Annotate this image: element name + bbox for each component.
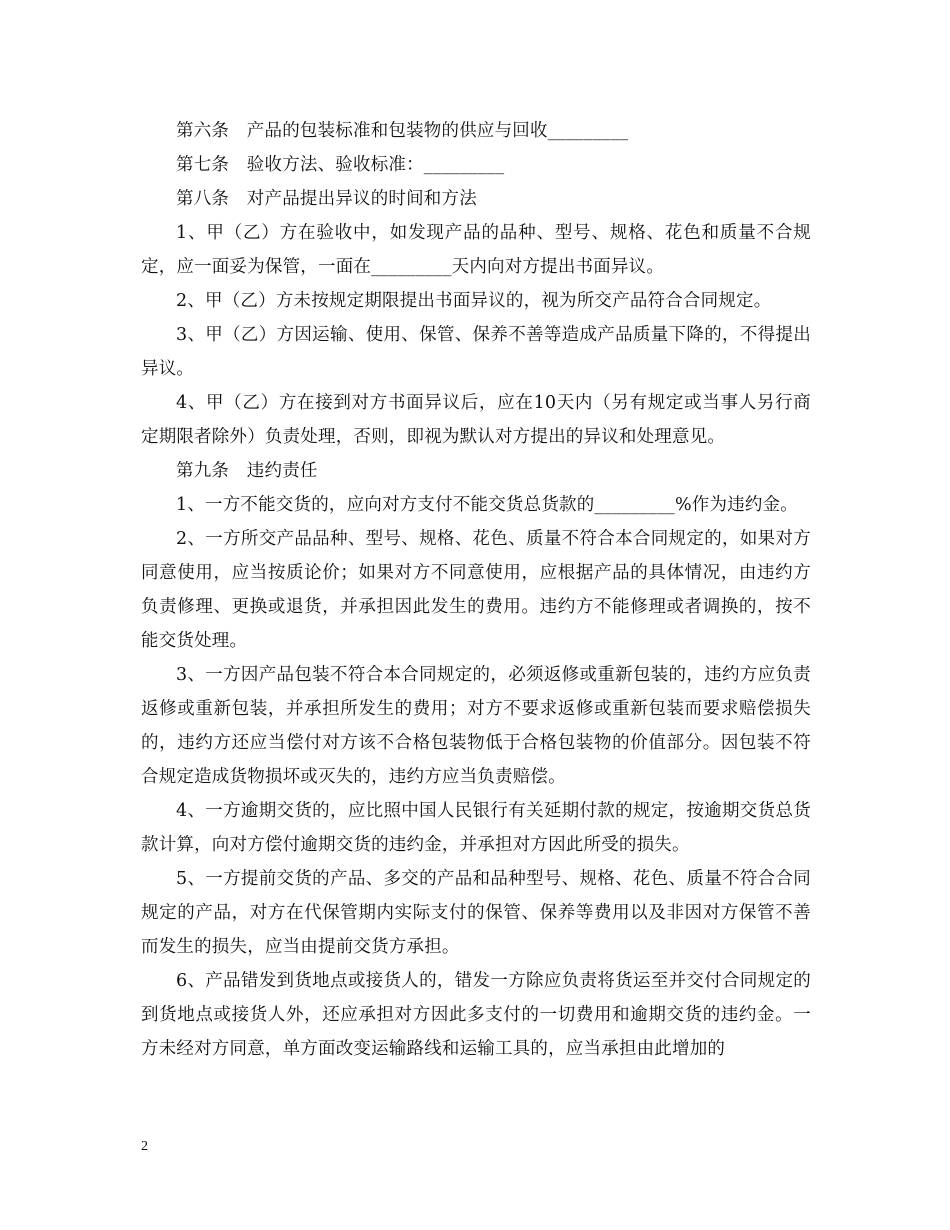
page-number: 2 — [141, 1139, 148, 1154]
document-body — [141, 114, 811, 1066]
article-6-heading: 第六条 产品的包装标准和包装物的供应与回收_________ — [176, 121, 629, 141]
article-8-clause-1: 1、甲（乙）方在验收中，如发现产品的品种、型号、规格、花色和质量不合规定，应一面妥为保管，一面在_________天内向对方提出书面异议。 — [141, 223, 811, 277]
article-9-clause-3: 3、一方因产品包装不符合本合同规定的，必须返修或重新包装的，违约方应负责返修或重新包装，并承担所发生的费用；对方不要求返修或重新包装而要求赔偿损失的，违约方还应当偿付对方该不合格包装物低于合格包装物的价值部分。因包装不符合规定造成货物损坏或灭失的，违约方应当负责赔偿。 — [141, 665, 811, 787]
article-8-clause-2: 2、甲（乙）方未按规定期限提出书面异议的，视为所交产品符合合同规定。 — [176, 291, 772, 311]
article-8-clause-4: 4、甲（乙）方在接到对方书面异议后，应在10天内（另有规定或当事人另行商定期限者除外）负责处理，否则，即视为默认对方提出的异议和处理意见。 — [141, 393, 811, 447]
article-9-clause-2: 2、一方所交产品品种、型号、规格、花色、质量不符合本合同规定的，如果对方同意使用，应当按质论价；如果对方不同意使用，应根据产品的具体情况，由违约方负责修理、更换或退货，并承担因此发生的费用。违约方不能修理或者调换的，按不能交货处理。 — [141, 529, 811, 651]
article-9-clause-5: 5、一方提前交货的产品、多交的产品和品种型号、规格、花色、质量不符合合同规定的产品，对方在代保管期内实际支付的保管、保养等费用以及非因对方保管不善而发生的损失，应当由提前交货方承担。 — [141, 869, 811, 957]
article-7-heading: 第七条 验收方法、验收标准：_________ — [176, 155, 505, 175]
article-9-heading: 第九条 违约责任 — [176, 461, 318, 481]
article-9-clause-4: 4、一方逾期交货的，应比照中国人民银行有关延期付款的规定，按逾期交货总货款计算，向对方偿付逾期交货的违约金，并承担对方因此所受的损失。 — [141, 801, 811, 855]
article-8-heading: 第八条 对产品提出异议的时间和方法 — [176, 189, 477, 209]
article-9-clause-1: 1、一方不能交货的，应向对方支付不能交货总货款的_________%作为违约金。 — [176, 495, 799, 515]
article-8-clause-3: 3、甲（乙）方因运输、使用、保管、保养不善等造成产品质量下降的，不得提出异议。 — [141, 325, 811, 379]
article-9-clause-6: 6、产品错发到货地点或接货人的，错发一方除应负责将货运至并交付合同规定的到货地点或接货人外，还应承担对方因此多支付的一切费用和逾期交货的违约金。一方未经对方同意，单方面改变运输路线和运输工具的，应当承担由此增加的 — [141, 971, 811, 1059]
